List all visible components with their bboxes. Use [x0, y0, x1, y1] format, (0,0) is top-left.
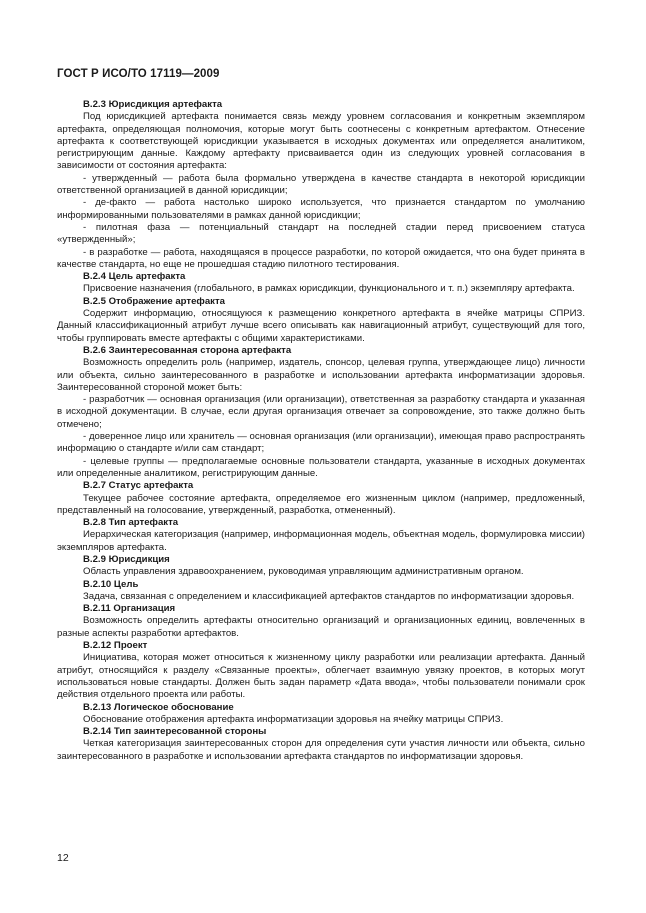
section-heading: B.2.11 Организация — [83, 603, 176, 615]
body-paragraph: - де-факто — работа настолько широко используется, что признается стандартом по умолчанию информированными пользователями в рамках данной юрисдикции; — [57, 197, 585, 221]
section-heading: B.2.14 Тип заинтересованной стороны — [83, 726, 267, 738]
page-number: 12 — [57, 852, 69, 864]
body-paragraph: - в разработке — работа, находящаяся в процессе разработки, по которой ожидается, что она будет принята в качестве стандарта, но еще не прошедшая стадию пилотного тестирования. — [57, 246, 585, 270]
body-paragraph: Возможность определить роль (например, издатель, спонсор, целевая группа, утверждающее лицо) личности или объекта, сильно заинтересованного в разработке и использовании артефакта информатизации здоровья. Заинтересованной стороной может быть: — [57, 357, 585, 393]
section-heading: B.2.12 Проект — [83, 640, 148, 652]
body-paragraph: Текущее рабочее состояние артефакта, определяемое его жизненным циклом (например, предложенный, представленный на голосование, утвержденный, разработка, отмененный). — [57, 492, 585, 516]
body-paragraph: Содержит информацию, относящуюся к размещению конкретного артефакта в ячейке матрицы СПРИЗ. Данный классификационный атрибут лучше всего описывать как навигационный атрибут, существующий для того, чтобы группировать вместе артефакты с общими характеристиками. — [57, 308, 585, 344]
section-heading: B.2.4 Цель артефакта — [83, 271, 186, 283]
body-paragraph: Под юрисдикцией артефакта понимается связь между уровнем согласования и конкретным экземпляром артефакта, определяющая полномочия, которые могут быть соотнесены с конкретным артефактом. Отнесение артефакта к соответствующей юрисдикции указывается в исходных документах или определяется аналитиком, регистрирующим данные. Каждому артефакту присваивается один из следующих уровней согласования в зависимости от состояния артефакта: — [57, 111, 585, 172]
body-paragraph: - целевые группы — предполагаемые основные пользователи стандарта, указанные в исходных документах или определенные аналитиком, регистрирующим данные. — [57, 455, 585, 479]
body-paragraph: Присвоение назначения (глобального, в рамках юрисдикции, функционального и т. п.) экземпляру артефакта. — [83, 283, 575, 295]
document-body — [57, 99, 585, 763]
body-paragraph: Задача, связанная с определением и классификацией артефактов стандартов по информатизации здоровья. — [83, 590, 575, 602]
section-heading: B.2.10 Цель — [83, 578, 139, 590]
body-paragraph: Иерархическая категоризация (например, информационная модель, объектная модель, формулировка миссии) экземпляров артефакта. — [57, 529, 585, 553]
body-paragraph: Возможность определить артефакты относительно организаций и организационных единиц, вовлеченных в разные аспекты разработки артефактов. — [57, 615, 585, 639]
body-paragraph: Область управления здравоохранением, руководимая управляющим административным органом. — [83, 566, 524, 578]
body-paragraph: Обоснование отображения артефакта информатизации здоровья на ячейку матрицы СПРИЗ. — [83, 713, 504, 725]
body-paragraph: - разработчик — основная организация (или организации), ответственная за разработку стандарта и указанная в исходной документации. В случае, если другая организация отвечает за сопровождение, это также должно быть отмечено; — [57, 394, 585, 430]
body-paragraph: - доверенное лицо или хранитель — основная организация (или организации), имеющая право распространять информацию о стандарте и/или сам стандарт; — [57, 431, 585, 455]
section-heading: B.2.7 Статус артефакта — [83, 480, 194, 492]
body-paragraph: - утвержденный — работа была формально утверждена в качестве стандарта в некоторой юрисдикции ответственной организацией в данной юрисдикции; — [57, 172, 585, 197]
section-heading: B.2.13 Логическое обоснование — [83, 701, 234, 713]
section-heading: B.2.5 Отображение артефакта — [83, 295, 225, 307]
document-header: ГОСТ Р ИСО/ТО 17119—2009 — [57, 68, 220, 80]
section-heading: B.2.6 Заинтересованная сторона артефакта — [83, 344, 292, 356]
section-heading: B.2.9 Юрисдикция — [83, 553, 170, 565]
body-paragraph: Четкая категоризация заинтересованных сторон для определения сути участия личности или объекта, сильно заинтересованного в разработке и использовании артефакта стандартов по информатизации здоровья. — [57, 738, 585, 762]
body-paragraph: - пилотная фаза — потенциальный стандарт на последней стадии перед присвоением статуса «утвержденный»; — [57, 221, 585, 246]
body-paragraph: Инициатива, которая может относиться к жизненному циклу разработки или реализации артефакта. Данный атрибут, относящийся к разделу «Связанные проекты», облегчает взаимную увязку проектов, в которых могут использоваться новые стандарты. Должен быть задан параметр «Дата ввода», чтобы пользователи понимали срок действия отдельного проекта или работы. — [57, 652, 585, 701]
section-heading: B.2.8 Тип артефакта — [83, 517, 179, 529]
section-heading: B.2.3 Юрисдикция артефакта — [83, 99, 223, 110]
